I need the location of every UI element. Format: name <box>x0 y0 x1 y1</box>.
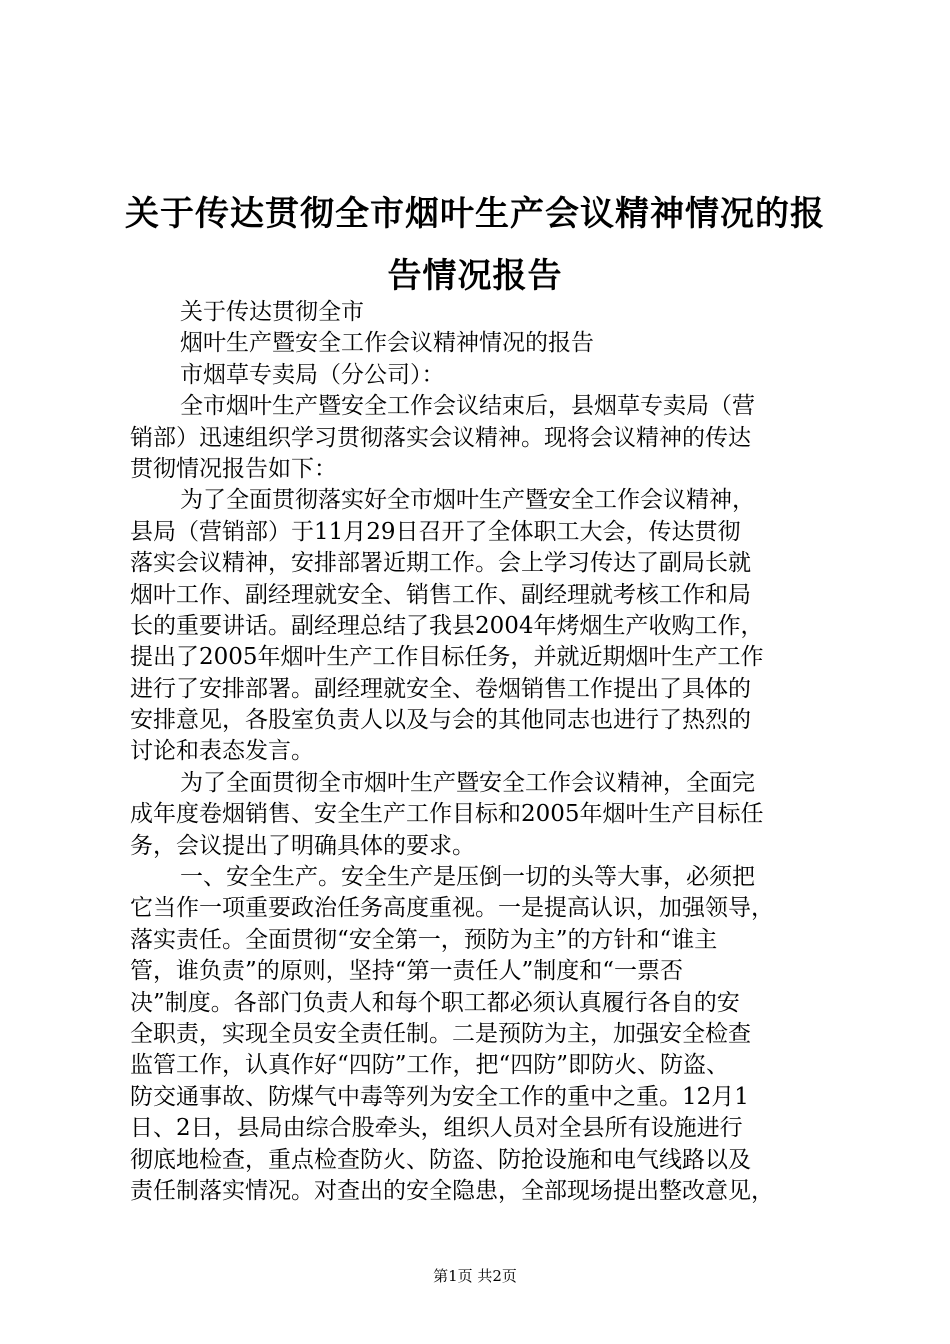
body-line: 销部）迅速组织学习贯彻落实会议精神。现将会议精神的传达 <box>130 424 751 451</box>
body-line: 烟叶生产暨安全工作会议精神情况的报告 <box>180 330 594 357</box>
body-line: 讨论和表态发言。 <box>130 738 314 765</box>
body-line: 关于传达贯彻全市 <box>180 299 364 325</box>
body-line: 成年度卷烟销售、安全生产工作目标和2005年烟叶生产目标任 <box>130 801 764 828</box>
document-title <box>120 183 830 307</box>
body-line: 责任制落实情况。对查出的安全隐患，全部现场提出整改意见， <box>130 1177 774 1204</box>
document-body <box>130 297 830 1207</box>
body-line: 全职责，实现全员安全责任制。二是预防为主，加强安全检查 <box>130 1020 751 1047</box>
body-line: 决”制度。各部门负责人和每个职工都必须认真履行各自的安 <box>130 989 740 1016</box>
body-line: 提出了2005年烟叶生产工作目标任务，并就近期烟叶生产工作 <box>130 644 764 671</box>
body-line: 市烟草专卖局（分公司）： <box>180 361 445 388</box>
body-line: 务，会议提出了明确具体的要求。 <box>130 832 475 859</box>
title-line-1: 关于传达贯彻全市烟叶生产会议精神情况的报 <box>125 194 825 234</box>
body-line: 县局（营销部）于11月29日召开了全体职工大会，传达贯彻 <box>130 518 741 545</box>
body-line: 它当作一项重要政治任务高度重视。一是提高认识，加强领导， <box>130 895 774 922</box>
body-line: 防交通事故、防煤气中毒等列为安全工作的重中之重。12月1 <box>130 1083 749 1110</box>
title-line-2: 告情况报告 <box>387 256 563 296</box>
body-line: 长的重要讲话。副经理总结了我县2004年烤烟生产收购工作， <box>130 612 764 639</box>
body-line: 一、安全生产。安全生产是压倒一切的头等大事，必须把 <box>180 864 755 891</box>
body-line: 彻底地检查，重点检查防火、防盗、防抢设施和电气线路以及 <box>130 1146 751 1173</box>
body-line: 烟叶工作、副经理就安全、销售工作、副经理就考核工作和局 <box>130 581 751 608</box>
page-footer: 第1页 共2页 <box>433 1267 517 1285</box>
body-line: 管，谁负责”的原则，坚持“第一责任人”制度和“一票否 <box>130 958 684 985</box>
body-line: 为了全面贯彻落实好全市烟叶生产暨安全工作会议精神， <box>180 487 755 514</box>
body-line: 全市烟叶生产暨安全工作会议结束后，县烟草专卖局（营 <box>180 393 755 420</box>
body-line: 进行了安排部署。副经理就安全、卷烟销售工作提出了具体的 <box>130 675 751 702</box>
body-line: 监管工作，认真作好“四防”工作，把“四防”即防火、防盗、 <box>130 1052 730 1079</box>
body-line: 日、2日，县局由综合股牵头，组织人员对全县所有设施进行 <box>130 1115 743 1142</box>
body-line: 贯彻情况报告如下： <box>130 455 337 482</box>
body-line: 安排意见，各股室负责人以及与会的其他同志也进行了热烈的 <box>130 707 751 734</box>
body-line: 为了全面贯彻全市烟叶生产暨安全工作会议精神，全面完 <box>180 769 755 796</box>
body-line: 落实会议精神，安排部署近期工作。会上学习传达了副局长就 <box>130 550 751 577</box>
body-line: 落实责任。全面贯彻“安全第一，预防为主”的方针和“谁主 <box>130 926 718 953</box>
